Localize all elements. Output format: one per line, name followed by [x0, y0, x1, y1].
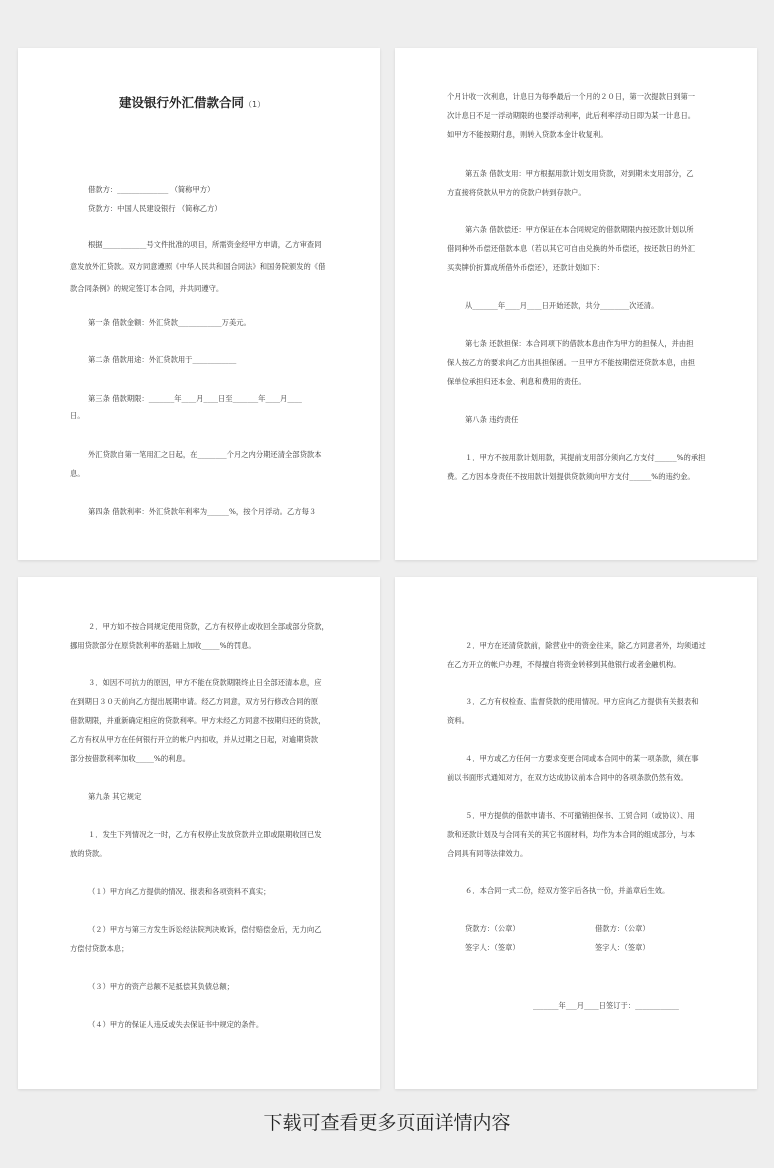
article-6-cont: 借同种外币偿还借款本息（若以其它可自由兑换的外币偿还，按还款日的外汇	[447, 244, 696, 253]
article-7-cont: 保人按乙方的要求向乙方出具担保函。一旦甲方不能按期偿还贷款本息，由担	[447, 358, 696, 367]
breach-item-1-cont: 费。乙方因本身责任不按用款计划提供贷款须向甲方支付______%的违约金。	[447, 472, 695, 481]
preamble-line: 意发放外汇贷款。双方同意遵照《中华人民共和国合同法》和国务院颁发的《借	[70, 262, 326, 271]
other-item-3-cont: 资料。	[447, 716, 469, 725]
borrower-seal: 借款方：（公章）	[595, 924, 650, 933]
breach-item-3-cont: 在到期日３０天前向乙方提出展期申请。经乙方同意，双方另行修改合同的原	[70, 697, 319, 706]
document-page-2	[395, 48, 757, 560]
document-title: 建设银行外汇借款合同（1）	[119, 95, 266, 110]
other-item-5-cont: 款和还款计划及与合同有关的其它书面材料，均作为本合同的组成部分，与本	[447, 830, 696, 839]
breach-item-3-cont: 借款期限，并重新确定相应的贷款利率。甲方未经乙方同意不按期归还的贷款，	[70, 716, 326, 725]
article-1: 第一条 借款金额：外汇贷款____________万美元。	[88, 318, 251, 327]
article-6-cont: 买卖牌价折算成所借外币偿还），还款计划如下：	[447, 263, 604, 272]
article-6: 第六条 借款偿还：甲方保证在本合同规定的借款期限内按还款计划以所	[465, 225, 694, 234]
article-7-cont: 保单位承担归还本金、利息和费用的责任。	[447, 377, 586, 386]
other-item-5-cont: 合同具有同等法律效力。	[447, 849, 528, 858]
other-item-6: ６．本合同一式二份，经双方签字后各执一份，并盖章后生效。	[465, 886, 670, 895]
condition-4: （４）甲方的保证人违反或失去保证书中规定的条件。	[88, 1020, 264, 1029]
condition-1: （１）甲方向乙方提供的情况、报表和各项资料不真实；	[88, 887, 271, 896]
repayment-line: 外汇贷款自第一笔用汇之日起，在________个月之内分期还清全部贷款本	[88, 450, 322, 459]
condition-2: （２）甲方与第三方发生诉讼经法院判决败诉，偿付赔偿金后，无力向乙	[88, 925, 322, 934]
article-5-cont: 方直接将贷款从甲方的贷款户转到存款户。	[447, 188, 586, 197]
other-item-4: ４．甲方或乙方任何一方要求变更合同或本合同中的某一项条款，须在事	[465, 754, 699, 763]
borrower-line: 贷款方：中国人民建设银行 （简称乙方）	[88, 204, 222, 213]
interest-line: 如甲方不能按期付息，则转入贷款本金计收复利。	[447, 130, 608, 139]
preamble-line: 根据____________号文件批准的项目，所需资金经甲方申请，乙方审查同	[88, 240, 322, 249]
download-caption: 下载可查看更多页面详情内容	[263, 1112, 511, 1134]
breach-item-3-cont: 乙方有权从甲方在任何银行开立的帐户内扣收，并从过期之日起，对逾期贷款	[70, 735, 319, 744]
lender-seal: 贷款方：（公章）	[465, 924, 520, 933]
document-page-4	[395, 577, 757, 1089]
other-item-2: ２．甲方在还清贷款前，除营业中的资金往来，除乙方同意者外，均须通过	[465, 641, 706, 650]
other-item-1-cont: 放的贷款。	[70, 849, 107, 858]
borrower-signatory: 签字人：（签章）	[595, 943, 650, 952]
lender-signatory: 签字人：（签章）	[465, 943, 520, 952]
article-3: 第三条 借款期限：_______年____月____日至_______年____月____	[88, 394, 302, 403]
condition-2-cont: 方偿付贷款本息；	[70, 944, 129, 953]
signing-date-place: _______年___月____日签订于：____________	[533, 1001, 679, 1010]
interest-line: 次计息日不足一浮动期限的也要浮动利率，此后利率浮动日即为某一计息日。	[447, 111, 696, 120]
condition-3: （３）甲方的资产总额不足抵偿其负债总额；	[88, 982, 234, 991]
document-page-1	[18, 48, 380, 560]
lender-line: 借款方：______________ （简称甲方）	[88, 185, 215, 194]
other-item-4-cont: 前以书面形式通知对方，在双方达成协议前本合同中的各项条款仍然有效。	[447, 773, 688, 782]
article-8-heading: 第八条 违约责任	[465, 415, 519, 424]
other-item-3: ３．乙方有权检查、监督贷款的使用情况。甲方应向乙方提供有关报表和	[465, 697, 699, 706]
article-9-heading: 第九条 其它规定	[88, 792, 142, 801]
article-5: 第五条 借款支用：甲方根据用款计划支用贷款，对到期未支用部分，乙	[465, 169, 694, 178]
repayment-line: 息。	[70, 469, 85, 478]
breach-item-1: １．甲方不按用款计划用款，其提前支用部分须向乙方支付______%的承担	[465, 453, 706, 462]
breach-item-3-cont: 部分按借款利率加收_____%的利息。	[70, 754, 191, 763]
other-item-2-cont: 在乙方开立的帐户办理，不得擅自将资金转移到其他银行或者金融机构。	[447, 660, 681, 669]
article-4: 第四条 借款利率：外汇贷款年利率为______%，按个月浮动。乙方每３	[88, 507, 317, 516]
preamble-line: 款合同条例》的规定签订本合同，并共同遵守。	[70, 284, 224, 293]
document-page-3	[18, 577, 380, 1089]
article-3-cont: 日。	[70, 411, 85, 420]
other-item-1: １．发生下列情况之一时，乙方有权停止发放贷款并立即或限期收回已发	[88, 830, 322, 839]
other-item-5: ５．甲方提供的借款申请书、不可撤销担保书、工贸合同（或协议）、用	[465, 811, 695, 820]
breach-item-2: ２．甲方如不按合同规定使用贷款，乙方有权停止或收回全部或部分贷款，	[88, 622, 329, 631]
article-2: 第二条 借款用途：外汇贷款用于____________	[88, 355, 237, 364]
interest-line: 个月计收一次利息，计息日为每季最后一个月的２０日，第一次提款日到第一	[447, 92, 696, 101]
title-suffix: （1）	[244, 100, 266, 109]
breach-item-3: ３．如因不可抗力的原因，甲方不能在贷款期限终止日全部还清本息，应	[88, 678, 322, 687]
breach-item-2-cont: 挪用贷款部分在原贷款利率的基础上加收_____%的罚息。	[70, 641, 256, 650]
repayment-schedule: 从_______年____月____日开始还款，共分________次还清。	[465, 301, 659, 310]
article-7: 第七条 还款担保：本合同项下的借款本息由作为甲方的担保人，并由担	[465, 339, 694, 348]
